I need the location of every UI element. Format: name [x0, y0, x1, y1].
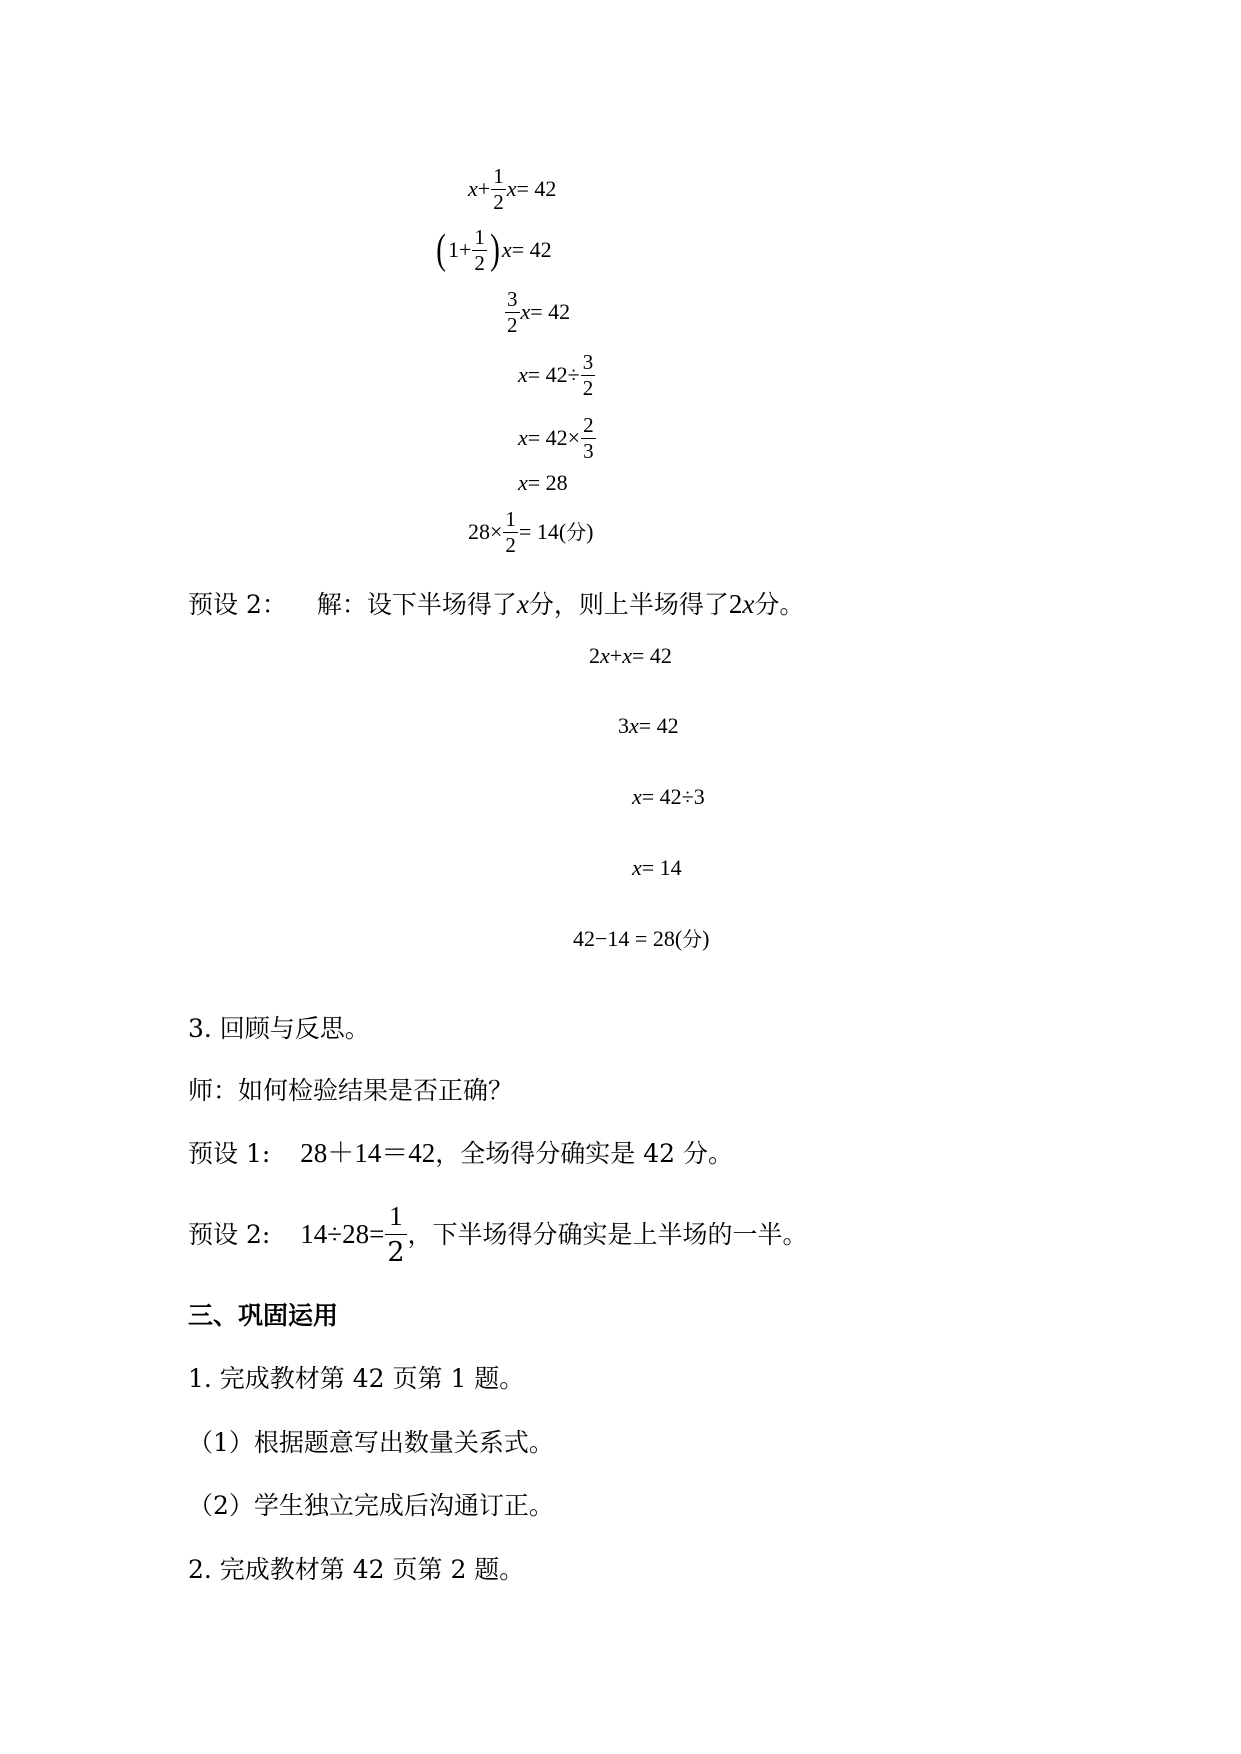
equation-1: [468, 164, 556, 214]
numerator: 2: [583, 412, 594, 437]
list-item: 1. 完成教材第 42 页第 1 题。: [188, 1363, 525, 1393]
equation-rest: = 14: [641, 855, 682, 880]
denominator: 2: [387, 1236, 405, 1268]
var-x: x: [516, 588, 529, 619]
equation-rest: = 42: [516, 176, 557, 201]
fraction: [385, 1200, 406, 1268]
var-x: x: [506, 176, 517, 201]
section-heading: 三、巩固运用: [188, 1300, 339, 1330]
numerator: 3: [507, 286, 518, 311]
equation-3: [504, 286, 570, 338]
equation-2: [434, 224, 552, 276]
review-title: 3. 回顾与反思。: [188, 1013, 370, 1043]
fraction: [581, 412, 596, 463]
plus-sign: +: [477, 176, 491, 201]
var-x: x: [622, 643, 632, 668]
list-subitem: （2）学生独立完成后沟通订正。: [188, 1490, 554, 1520]
equation-2-2: [618, 707, 679, 745]
equation-5: [518, 412, 597, 464]
fraction-bar: [385, 1234, 406, 1235]
fraction: [491, 163, 506, 214]
intro-text: 解：设下半场得了: [316, 589, 517, 619]
equation-4: [518, 349, 596, 401]
var-x: x: [632, 784, 642, 809]
intro-text: 分，则上半场得了: [528, 589, 729, 619]
numerator: 1: [474, 224, 485, 249]
check-expression: 28＋14＝42: [300, 1137, 436, 1168]
denominator: 3: [583, 438, 594, 463]
fraction: [503, 506, 518, 557]
var-x: x: [600, 643, 610, 668]
fraction: [472, 224, 487, 275]
var-x: x: [629, 713, 639, 738]
preset-label: 预设 2:: [188, 1219, 271, 1249]
preset-2-intro: [188, 584, 804, 624]
check-expression: 14÷28=: [300, 1218, 385, 1249]
equation-2-1: [589, 637, 672, 675]
denominator: 2: [493, 189, 504, 214]
equation-rest: = 42÷3: [641, 784, 705, 809]
close-paren: ): [586, 519, 594, 544]
equation-term: 42−14 = 28(: [573, 926, 683, 951]
equation-2-3: [632, 778, 705, 816]
equation-mid: = 42×: [527, 425, 581, 450]
equation-rest: = 28: [527, 470, 568, 495]
unit-text: 分: [566, 520, 587, 544]
var-x: x: [518, 362, 528, 387]
equation-6: [518, 468, 568, 498]
equation-rest: = 42: [511, 237, 552, 262]
check-1: [188, 1133, 733, 1173]
equation-term: 28×: [468, 519, 503, 544]
review-question: 师：如何检验结果是否正确？: [188, 1075, 514, 1105]
var-x: x: [468, 176, 478, 201]
numerator: 1: [505, 506, 516, 531]
equation-term: 1+: [448, 237, 472, 262]
preset-label: 预设 2：: [188, 589, 287, 619]
denominator: 2: [507, 312, 518, 337]
close-paren: ): [490, 227, 500, 273]
coefficient: 2: [728, 588, 743, 619]
equation-2-4: [632, 849, 682, 887]
fraction: [581, 349, 596, 400]
close-paren: ): [702, 926, 710, 951]
equation-rest: = 42: [638, 713, 679, 738]
equation-7: [468, 506, 593, 558]
numerator: 3: [582, 349, 594, 374]
equation-mid: = 42÷: [527, 362, 580, 387]
var-x: x: [632, 855, 642, 880]
equation-term: 2: [589, 643, 600, 668]
check-2: [188, 1194, 808, 1274]
list-item: 2. 完成教材第 42 页第 2 题。: [188, 1554, 525, 1584]
equation-rest: = 14(: [518, 519, 567, 544]
intro-text: 分。: [754, 589, 805, 619]
equation-term: 3: [618, 713, 629, 738]
fraction: [505, 286, 520, 337]
numerator: 1: [389, 1200, 403, 1231]
var-x: x: [518, 425, 528, 450]
var-x: x: [501, 237, 512, 262]
numerator: 1: [493, 163, 504, 188]
check-text: ，全场得分确实是 42 分。: [435, 1138, 733, 1168]
var-x: x: [742, 588, 755, 619]
unit-text: 分: [682, 927, 703, 951]
denominator: 2: [582, 375, 594, 400]
list-subitem: （1）根据题意写出数量关系式。: [188, 1427, 554, 1457]
check-text: ，下半场得分确实是上半场的一半。: [407, 1219, 808, 1249]
equation-rest: = 42: [631, 643, 672, 668]
plus-sign: +: [609, 643, 623, 668]
var-x: x: [520, 299, 531, 324]
equation-2-5: [573, 920, 709, 958]
equation-rest: = 42: [530, 299, 571, 324]
var-x: x: [518, 470, 528, 495]
open-paren: (: [436, 227, 446, 273]
denominator: 2: [474, 250, 485, 275]
preset-label: 预设 1:: [188, 1138, 271, 1168]
denominator: 2: [505, 532, 516, 557]
